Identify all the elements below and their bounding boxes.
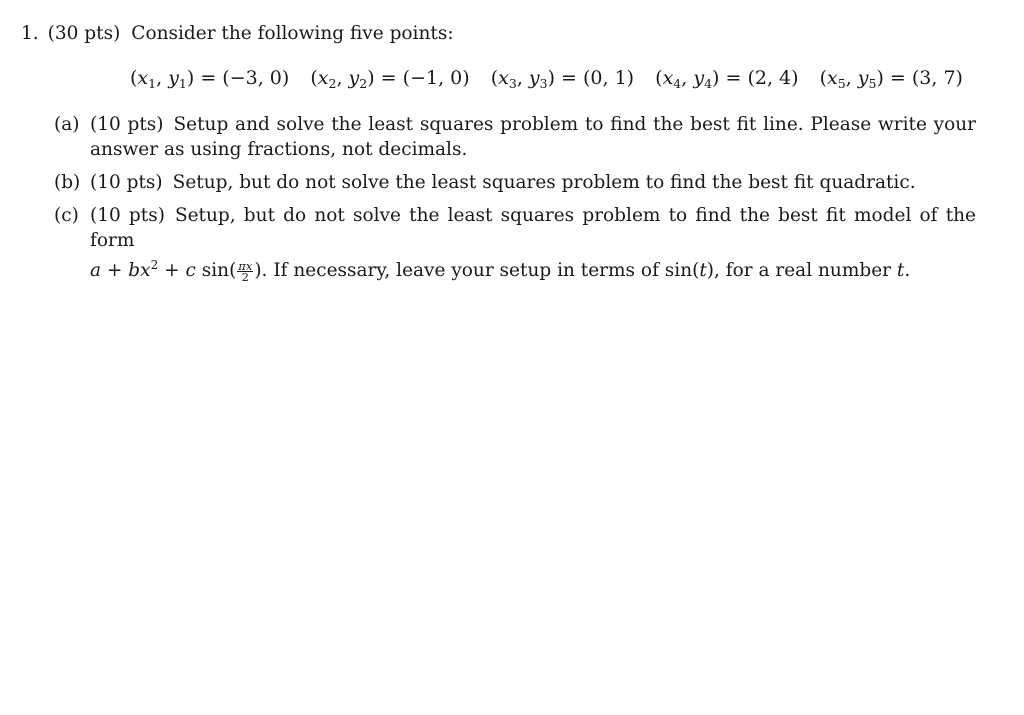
part-b xyxy=(54,170,976,195)
pi-x-over-2-fraction: $\frac{\pi x}{2}$ xyxy=(238,258,253,284)
point-4: ($x_4$, $y_4) = (2$, 4) xyxy=(655,67,799,91)
problem-number: 1. xyxy=(21,23,39,44)
part-a-label: (a) xyxy=(54,114,80,135)
problem-points: (30 pts) xyxy=(47,23,121,44)
point-1: ($x_1$, $y_1) = (-3$, 0) xyxy=(130,67,290,91)
part-c-points: (10 pts) xyxy=(90,205,165,226)
part-b-points: (10 pts) xyxy=(90,172,163,193)
problem-intro: Consider the following five points: xyxy=(131,23,454,44)
problem-header xyxy=(21,23,454,44)
point-2: ($x_2$, $y_2) = (-1$, 0) xyxy=(310,67,470,91)
part-c-label: (c) xyxy=(54,205,79,226)
part-b-label: (b) xyxy=(54,172,81,193)
part-b-text: Setup, but do not solve the least squares problem to find the best fit quadratic. xyxy=(172,172,916,193)
part-a xyxy=(54,112,976,162)
point-3: ($x_3$, $y_3) = (0$, 1) xyxy=(490,67,635,91)
part-a-text: Setup and solve the least squares problem to find the best fit line. Please write your answer as using fractions, not decimals. xyxy=(90,114,976,160)
points-list xyxy=(130,67,963,91)
part-c-text: Setup, but do not solve the least squares problem to find the best fit model of the form xyxy=(90,205,976,251)
model-formula: $a + bx^2 + c$ sin( $\frac{\pi x}{2}$ ). xyxy=(90,258,268,284)
part-c: (c) (10 pts) Setup, but do not solve the least squares problem to find the best fit model of the form $a + bx^2 + c$ sin( $\frac{\pi x}{2}$ ). If necessary, leave your setup in terms of sin(t), for a real number t. xyxy=(54,205,976,284)
part-a-points: (10 pts) xyxy=(90,114,164,135)
point-5: ($x_5$, $y_5) = (3$, 7) xyxy=(819,67,963,91)
